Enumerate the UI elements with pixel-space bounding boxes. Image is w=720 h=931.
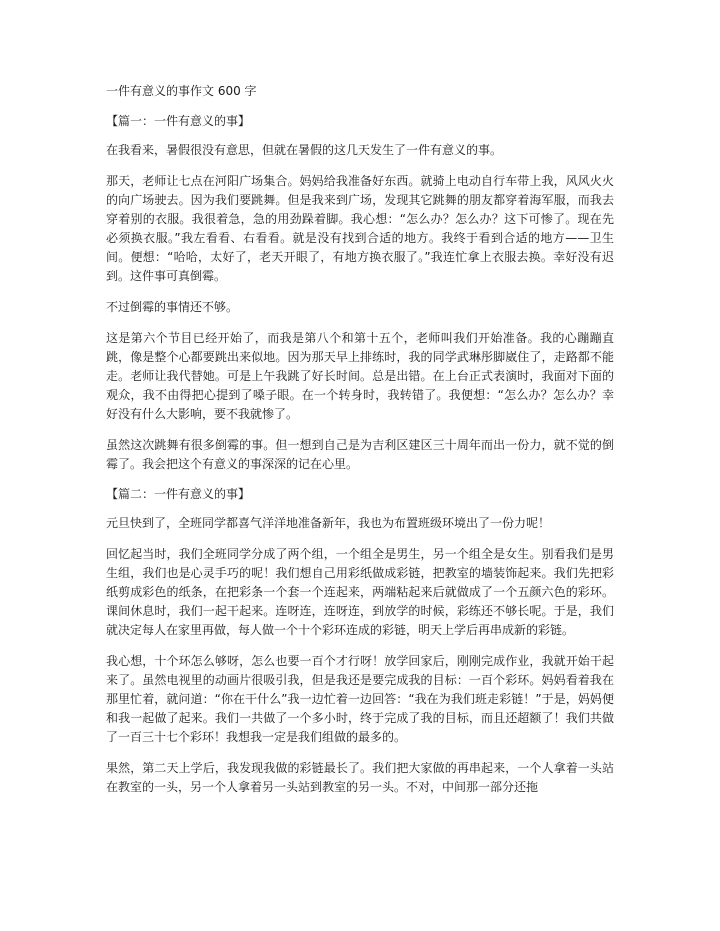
section-heading-2: 【篇二：一件有意义的事】 bbox=[106, 487, 251, 501]
paragraph: 这是第六个节目已经开始了，而我是第八个和第十五个，老师叫我们开始准备。我的心蹦蹦直跳，像是整个心都要跳出来似地。因为那天早上排练时，我的同学武琳彤脚崴住了，走路都不能走。老师让我代替她。可是上午我跳了好长时间。总是出错。在上台正式表演时，我面对下面的观众，我不由得把心提到了嗓子眼。在一个转身时，我转错了。我便想：“怎么办？怎么办？幸好没有什么大影响，要不我就惨了。 bbox=[106, 331, 614, 421]
document-page bbox=[106, 83, 614, 809]
paragraph: 虽然这次跳舞有很多倒霉的事。但一想到自己是为吉利区建区三十周年而出一份力，就不觉的倒霉了。我会把这个有意义的事深深的记在心里。 bbox=[106, 438, 614, 471]
paragraph: 在我看来，暑假很没有意思，但就在暑假的这几天发生了一件有意义的事。 bbox=[106, 143, 503, 157]
paragraph: 我心想，十个环怎么够呀，怎么也要一百个才行呀！放学回家后，刚刚完成作业，我就开始干起来了。虽然电视里的动画片很吸引我，但是我还是要完成我的目标：一百个彩环。妈妈看着我在那里忙着，就问道：“你在干什么”我一边忙着一边回答：“我在为我们班走彩链！”于是，妈妈便和我一起做了起来。我们一共做了一个多小时，终于完成了我的目标，而且还超额了！我们共做了一百三十七个彩环！我想我一定是我们组做的最多的。 bbox=[106, 654, 614, 744]
document-title: 一件有意义的事作文 600 字 bbox=[106, 84, 257, 98]
paragraph: 元旦快到了，全班同学都喜气洋洋地准备新年，我也为布置班级环境出了一份力呢！ bbox=[106, 516, 551, 530]
paragraph: 回忆起当时，我们全班同学分成了两个组，一个组全是男生，另一个组全是女生。别看我们是男生组，我们也是心灵手巧的呢！我们想自己用彩纸做成彩链，把教室的墙装饰起来。我们先把彩纸剪成彩色的纸条，在把彩条一个套一个连起来，两端粘起来后就做成了一个五颜六色的彩环。课间休息时，我们一起干起来。连呀连，连呀连，到放学的时候，彩练还不够长呢。于是，我们就决定每人在家里再做，每人做一个十个彩环连成的彩链，明天上学后再串成新的彩链。 bbox=[106, 547, 614, 637]
paragraph: 那天，老师让七点在河阳广场集合。妈妈给我准备好东西。就骑上电动自行车带上我，风风火火的向广场驶去。因为我们要跳舞。但是我来到广场，发现其它跳舞的朋友都穿着海军服，而我去穿着别的衣服。我很着急，急的用劲跺着脚。我心想：“怎么办？怎么办？这下可惨了。现在先必须换衣服。”我左看看、右看看。就是没有找到合适的地方。我终于看到合适的地方——卫生间。便想：“哈哈，太好了，老天开眼了，有地方换衣服了。”我连忙拿上衣服去换。幸好没有迟到。这件事可真倒霉。 bbox=[106, 174, 614, 283]
paragraph: 果然，第二天上学后，我发现我做的彩链最长了。我们把大家做的再串起来，一个人拿着一头站在教室的一头，另一个人拿着另一头站到教室的另一头。不对，中间那一部分还拖 bbox=[106, 761, 614, 794]
section-heading-1: 【篇一：一件有意义的事】 bbox=[106, 114, 251, 128]
paragraph: 不过倒霉的事情还不够。 bbox=[106, 300, 239, 314]
